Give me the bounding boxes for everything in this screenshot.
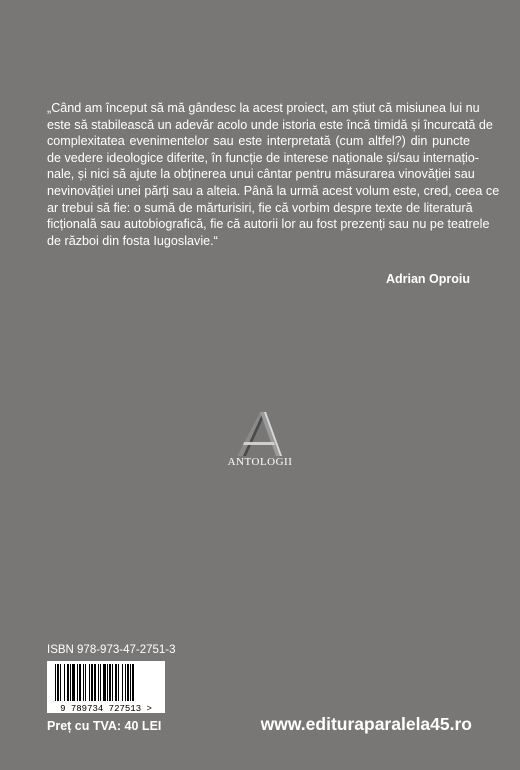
antologii-series-logo <box>224 410 296 480</box>
barcode-bar <box>60 664 61 701</box>
antologii-a-icon <box>224 410 296 460</box>
barcode-bar <box>72 664 75 701</box>
barcode-bar <box>94 664 96 701</box>
isbn-number: ISBN 978-973-47-2751-3 <box>47 644 176 656</box>
barcode-bar <box>109 664 111 701</box>
publisher-website: www.edituraparalela45.ro <box>260 714 472 734</box>
barcode-bar <box>89 664 90 701</box>
barcode-bar <box>127 664 129 701</box>
barcode-icon <box>47 661 165 713</box>
back-cover-quote <box>47 100 500 249</box>
barcode-bar <box>98 664 99 701</box>
barcode-bar <box>115 664 117 701</box>
barcode-bar <box>125 664 126 701</box>
barcode-bar <box>91 664 93 701</box>
barcode-bar <box>67 664 69 701</box>
barcode-bar <box>57 664 59 701</box>
barcode-bar <box>122 664 123 701</box>
barcode-bar <box>118 664 119 701</box>
quote-line: este să stabilească un adevăr acolo unde istoria este încă timidă și încurcată de <box>47 117 493 132</box>
quote-line: ficțională sau autobiografică, fie că autorii lor au fost prezenți sau nu pe teatrele <box>47 217 490 232</box>
barcode-bar <box>107 664 108 701</box>
barcode-bar <box>132 664 134 701</box>
quote-author: Adrian Oproiu <box>385 272 470 286</box>
isbn-barcode <box>47 661 165 713</box>
barcode-bar <box>112 664 113 701</box>
quote-line: „Când am început să mă gândesc la acest proiect, am știut că misiunea lui nu <box>47 101 480 115</box>
barcode-bar <box>77 664 78 701</box>
quote-line: ar trebui să fie: o sumă de mărturisiri, fie că vorbim despre texte de literatură <box>47 200 473 215</box>
barcode-bar <box>85 664 86 701</box>
barcode-bar <box>70 664 71 701</box>
quote-line: de vedere ideologice diferite, în funcție de interese naționale și/sau internațio- <box>47 150 479 165</box>
price-label: Preț cu TVA: 40 LEI <box>47 719 162 733</box>
quote-line: nevinovăției unei părți sau a alteia. Până la urmă acest volum este, cred, ceea ce <box>47 183 500 198</box>
quote-line: de război din fosta Iugoslavie.“ <box>47 233 218 248</box>
barcode-bar <box>103 664 106 701</box>
quote-line: nale, și nici să ajute la obținerea unui cântar pentru măsurarea vinovăției sau <box>47 167 475 182</box>
barcode-bar <box>64 664 65 701</box>
barcode-bar <box>55 664 56 701</box>
barcode-digits: 9 789734 727513 > <box>60 704 152 713</box>
series-name: ANTOLOGII <box>227 456 293 468</box>
barcode-bar <box>79 664 81 701</box>
barcode-bar <box>83 664 84 701</box>
barcode-bar <box>100 664 101 701</box>
quote-line: complexitatea evenimentelor sau este interpretată (cum altfel?) din puncte <box>47 134 470 149</box>
barcode-bar <box>130 664 131 701</box>
